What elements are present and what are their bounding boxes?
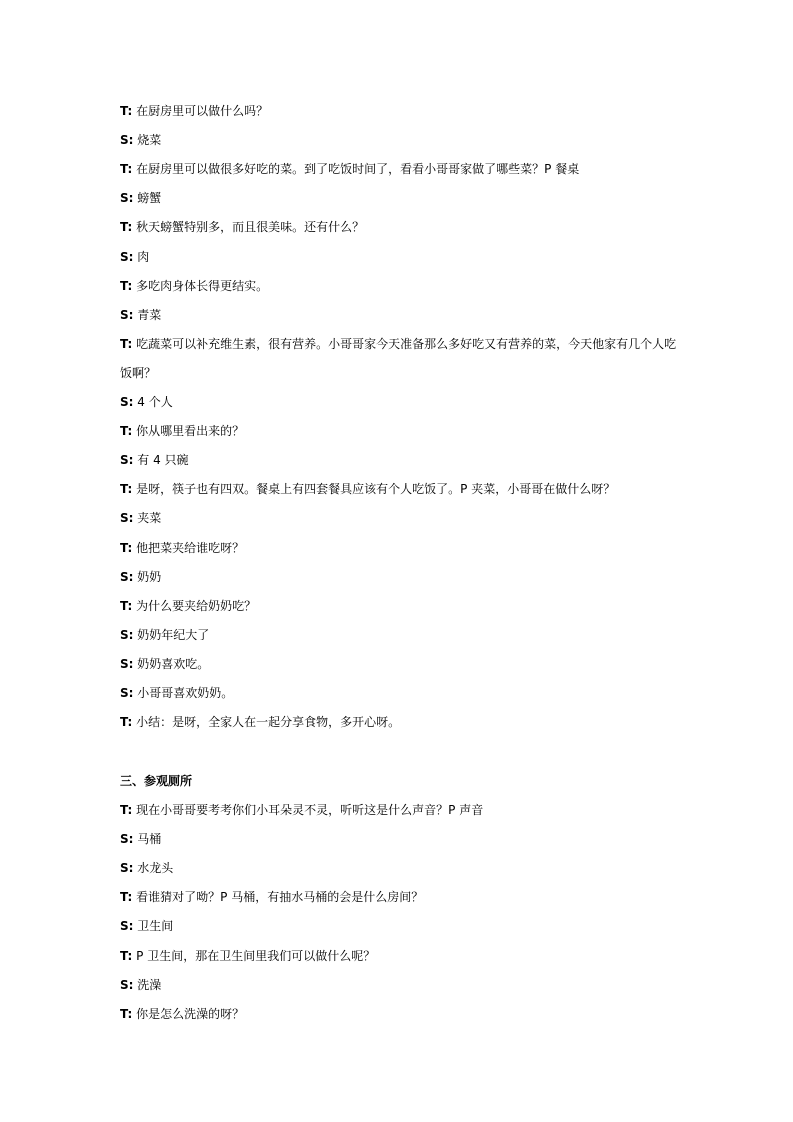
speaker-label: S: (120, 511, 134, 526)
dialogue-line (120, 394, 680, 410)
speaker-label: S: (120, 656, 134, 671)
utterance-text: 夹菜 (137, 511, 162, 526)
utterance-text: 为什么要夹给奶奶吃？ (136, 598, 257, 613)
utterance-text: 烧菜 (137, 133, 162, 148)
dialogue-line (120, 278, 680, 294)
dialogue-line (120, 656, 680, 672)
utterance-text: P 卫生间，那在卫生间里我们可以做什么呢？ (136, 948, 376, 963)
dialogue-line (120, 685, 680, 701)
utterance-text: 他把菜夹给谁吃呀？ (136, 540, 245, 555)
dialogue-line (120, 481, 680, 497)
speaker-label: S: (120, 919, 134, 934)
dialogue-line (120, 598, 680, 614)
speaker-label: T: (120, 336, 133, 351)
dialogue-line (120, 889, 680, 905)
speaker-label: T: (120, 803, 133, 817)
utterance-text: 奶奶喜欢吃。 (137, 656, 210, 671)
utterance-text: 看谁猜对了呦？P 马桶，有抽水马桶的会是什么房间？ (136, 890, 424, 905)
utterance-text: 青菜 (137, 307, 162, 322)
speaker-label: T: (120, 948, 133, 963)
utterance-text: 奶奶年纪大了 (137, 627, 210, 642)
speaker-label: T: (120, 104, 133, 118)
utterance-text: 在厨房里可以做很多好吃的菜。到了吃饭时间了，看看小哥哥家做了哪些菜？P 餐桌 (136, 162, 580, 177)
speaker-label: T: (120, 715, 133, 730)
speaker-label: S: (120, 307, 134, 322)
dialogue-line (120, 365, 680, 381)
speaker-label: T: (120, 540, 133, 555)
utterance-text: 你从哪里看出来的？ (136, 424, 245, 439)
dialogue-line (120, 831, 680, 847)
utterance-text: 现在小哥哥要考考你们小耳朵灵不灵，听听这是什么声音？P 声音 (136, 803, 484, 817)
utterance-text: 肉 (137, 249, 150, 264)
dialogue-line (120, 860, 680, 876)
speaker-label: T: (120, 220, 133, 235)
dialogue-line (120, 802, 680, 818)
utterance-text: 多吃肉身体长得更结实。 (136, 278, 269, 293)
dialogue-line (120, 627, 680, 643)
speaker-label: S: (120, 395, 134, 409)
dialogue-line (120, 452, 680, 468)
dialogue-line (120, 190, 680, 206)
dialogue-line (120, 977, 680, 993)
dialogue-line (120, 510, 680, 526)
speaker-label: T: (120, 424, 133, 439)
dialogue-line (120, 540, 680, 556)
speaker-label: S: (120, 627, 134, 642)
dialogue-line (120, 336, 680, 352)
speaker-label: S: (120, 191, 134, 206)
speaker-label: S: (120, 861, 134, 876)
utterance-text: 奶奶 (137, 569, 162, 584)
utterance-text: 4 个人 (137, 395, 173, 409)
speaker-label: S: (120, 569, 134, 584)
dialogue-line (120, 307, 680, 323)
speaker-label: S: (120, 453, 134, 468)
speaker-label: S: (120, 133, 134, 148)
utterance-text: 吃蔬菜可以补充维生素，很有营养。小哥哥家今天准备那么多好吃又有营养的菜，今天他家有几个人吃 (136, 336, 677, 351)
speaker-label: T: (120, 598, 133, 613)
utterance-text: 饭啊？ (120, 365, 157, 380)
utterance-text: 秋天螃蟹特别多，而且很美味。还有什么？ (136, 220, 365, 235)
dialogue-line (120, 423, 680, 439)
utterance-text: 马桶 (137, 832, 162, 847)
dialogue-line (120, 918, 680, 934)
speaker-label: T: (120, 162, 133, 177)
utterance-text: 是呀，筷子也有四双。餐桌上有四套餐具应该有个人吃饭了。P 夹菜，小哥哥在做什么呀？ (136, 482, 616, 497)
section-heading: 三、参观厕所 (120, 774, 193, 788)
dialogue-line (120, 948, 680, 964)
dialogue-line (120, 103, 680, 119)
speaker-label: S: (120, 977, 134, 992)
utterance-text: 螃蟹 (137, 191, 162, 206)
utterance-text: 有 4 只碗 (137, 453, 189, 468)
dialogue-line (120, 1006, 680, 1022)
utterance-text: 卫生间 (137, 919, 174, 934)
speaker-label: S: (120, 832, 134, 847)
dialogue-line (120, 219, 680, 235)
utterance-text: 你是怎么洗澡的呀？ (136, 1006, 245, 1021)
dialogue-line (120, 569, 680, 585)
speaker-label: T: (120, 482, 133, 497)
speaker-label: S: (120, 249, 134, 264)
utterance-text: 小结：是呀，全家人在一起分享食物，多开心呀。 (136, 715, 401, 730)
dialogue-line (120, 132, 680, 148)
speaker-label: S: (120, 686, 134, 700)
speaker-label: T: (120, 278, 133, 293)
speaker-label: T: (120, 890, 133, 905)
speaker-label: T: (120, 1006, 133, 1021)
dialogue-line (120, 161, 680, 177)
utterance-text: 洗澡 (137, 977, 162, 992)
utterance-text: 水龙头 (137, 861, 174, 876)
utterance-text: 小哥哥喜欢奶奶。 (137, 686, 234, 700)
dialogue-line (120, 249, 680, 265)
dialogue-line (120, 714, 680, 730)
utterance-text: 在厨房里可以做什么吗？ (136, 104, 269, 118)
